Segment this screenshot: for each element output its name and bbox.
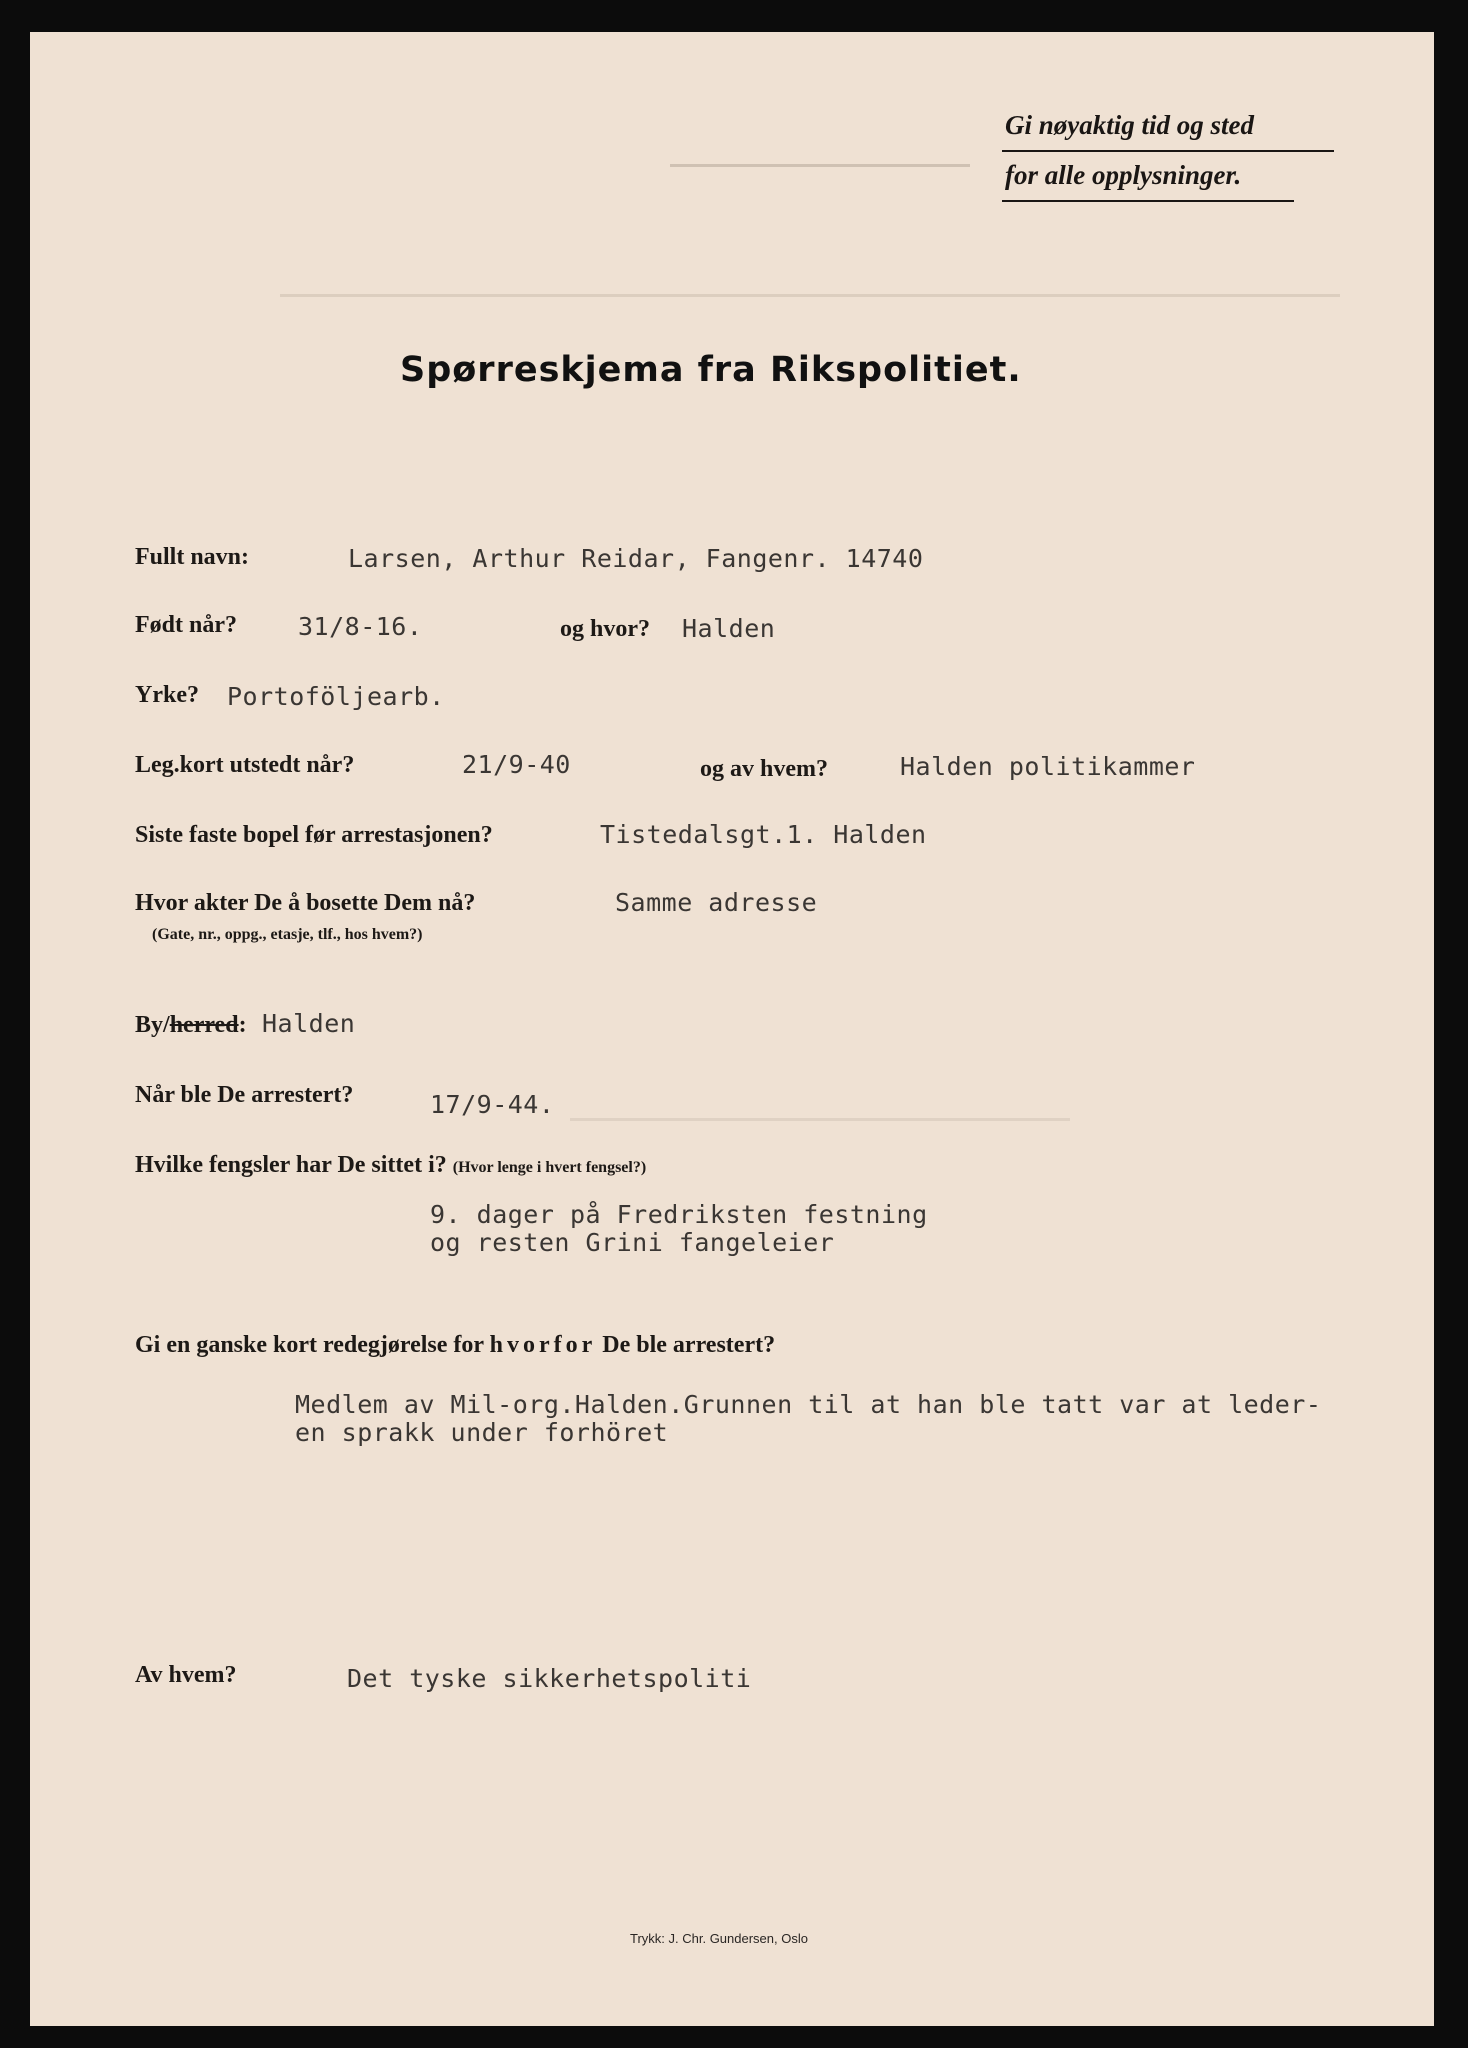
- label-reason-c: De ble arrestert?: [602, 1332, 776, 1358]
- value-reason-line-1: Medlem av Mil-org.Halden.Grunnen til at han ble tatt var at leder-: [295, 1390, 1322, 1419]
- bleed-through-mark: [570, 1118, 1070, 1121]
- value-id-card-by: Halden politikammer: [900, 752, 1196, 781]
- label-by-whom: Av hvem?: [135, 1662, 237, 1688]
- notice-underline-2: [1002, 200, 1294, 202]
- label-born-where: og hvor?: [560, 616, 650, 642]
- label-born-when: Født når?: [135, 612, 237, 638]
- notice-line-1: Gi nøyaktig tid og sted: [1005, 110, 1254, 140]
- label-city: [135, 1012, 247, 1039]
- value-city: Halden: [262, 1009, 356, 1038]
- label-occupation: Yrke?: [135, 682, 199, 708]
- label-city-struck: herred: [169, 1012, 239, 1038]
- hint-settle: (Gate, nr., oppg., etasje, tlf., hos hvem?): [152, 926, 423, 943]
- form-title: Spørreskjema fra Rikspolitiet.: [400, 350, 1022, 390]
- label-settle: Hvor akter De å bosette Dem nå?: [135, 890, 476, 916]
- label-city-kept: By/: [135, 1012, 170, 1038]
- label-city-end: :: [238, 1012, 247, 1038]
- value-arrested-when: 17/9-44.: [430, 1090, 555, 1119]
- value-full-name: Larsen, Arthur Reidar, Fangenr. 14740: [348, 544, 924, 573]
- label-id-card-when: Leg.kort utstedt når?: [135, 752, 355, 778]
- value-prisons-line-1: 9. dager på Fredriksten festning: [430, 1200, 928, 1229]
- label-prisons: [135, 1152, 646, 1179]
- value-prisons-line-2: og resten Grini fangeleier: [430, 1228, 835, 1257]
- value-settle: Samme adresse: [615, 888, 818, 917]
- bleed-through-mark: [670, 164, 970, 167]
- value-reason-line-2: en sprakk under forhöret: [295, 1418, 669, 1447]
- label-full-name: Fullt navn:: [135, 544, 250, 570]
- label-arrested-when: Når ble De arrestert?: [135, 1082, 354, 1108]
- notice-line-2: for alle opplysninger.: [1005, 160, 1242, 190]
- label-last-address: Siste faste bopel før arrestasjonen?: [135, 822, 493, 848]
- value-by-whom: Det tyske sikkerhetspoliti: [347, 1664, 752, 1693]
- printer-imprint: Trykk: J. Chr. Gundersen, Oslo: [630, 1931, 808, 1946]
- value-born-where: Halden: [682, 614, 776, 643]
- bleed-through-mark: [280, 294, 1340, 297]
- label-reason: [135, 1332, 775, 1359]
- value-last-address: Tistedalsgt.1. Halden: [600, 820, 927, 849]
- value-born-when: 31/8-16.: [298, 612, 423, 641]
- label-reason-b: hvorfor: [489, 1332, 597, 1358]
- label-id-card-by: og av hvem?: [700, 756, 828, 782]
- notice-underline-1: [1002, 150, 1334, 152]
- label-prisons-text: Hvilke fengsler har De sittet i?: [135, 1152, 447, 1178]
- value-occupation: Portoföljearb.: [227, 682, 445, 711]
- label-reason-a: Gi en ganske kort redegjørelse for: [135, 1332, 484, 1358]
- value-id-card-when: 21/9-40: [462, 750, 571, 779]
- hint-prisons: (Hvor lenge i hvert fengsel?): [452, 1159, 647, 1176]
- questionnaire-sheet: [30, 32, 1434, 2026]
